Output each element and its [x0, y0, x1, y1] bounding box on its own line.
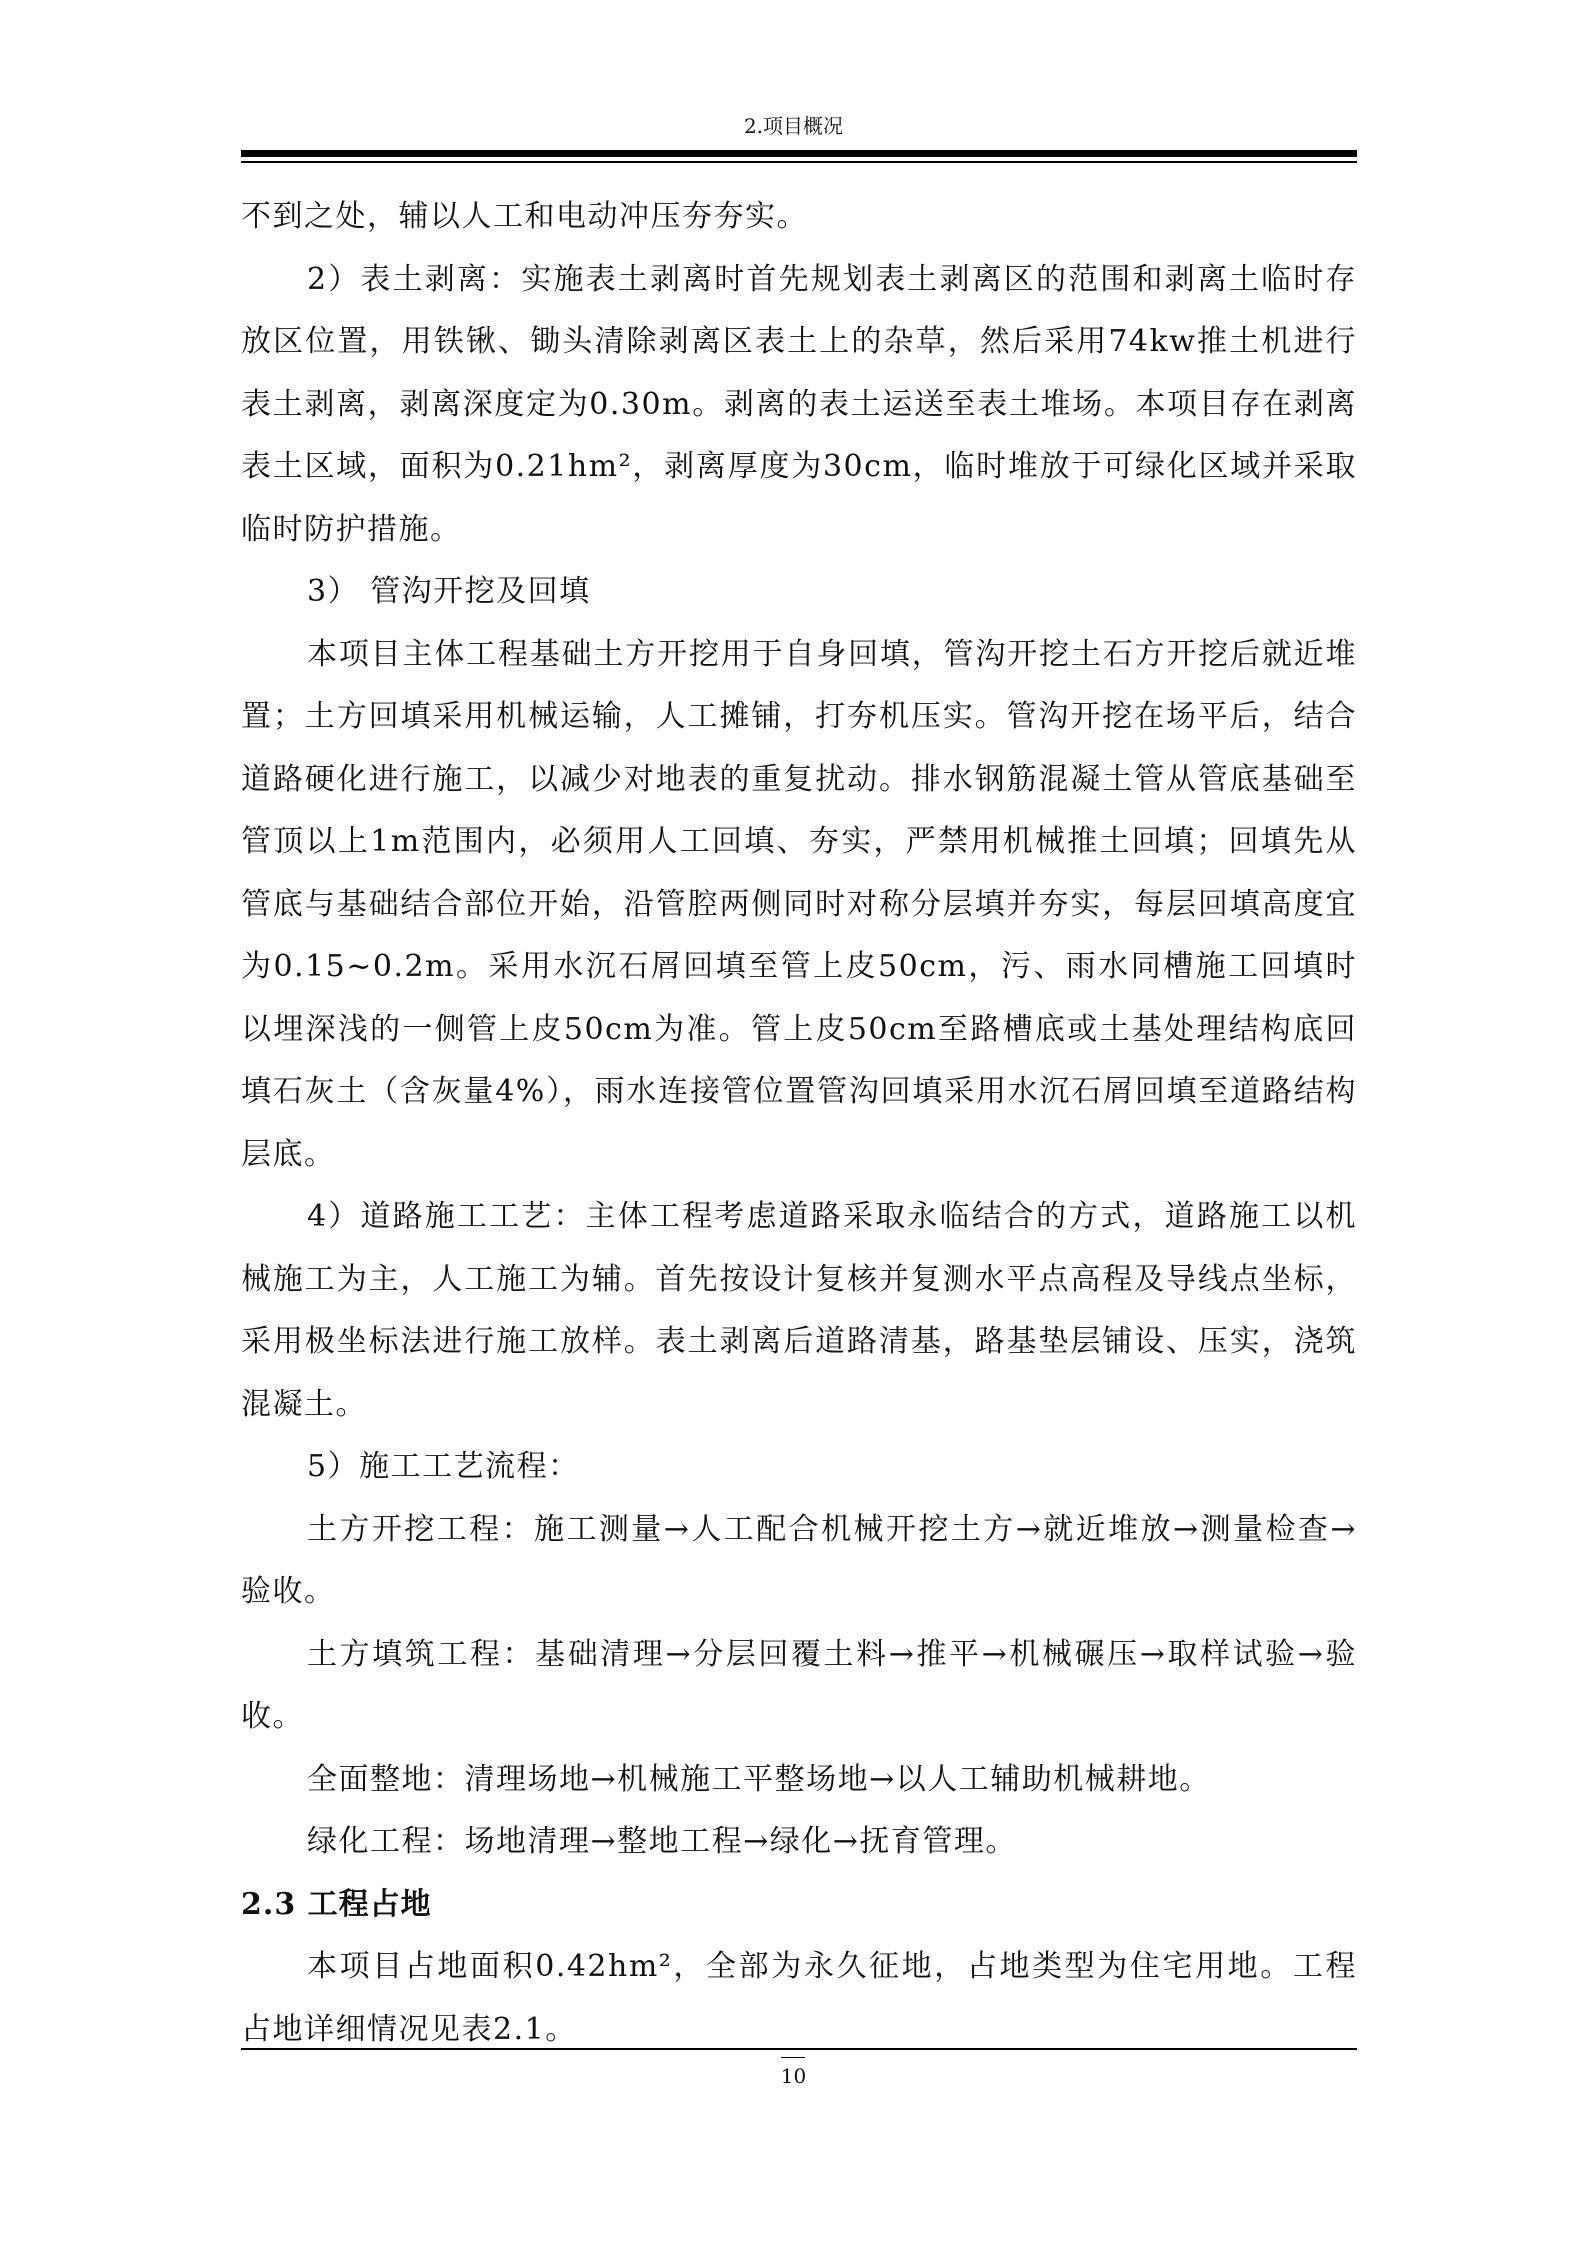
- paragraph-trench-backfill: 本项目主体工程基础土方开挖用于自身回填，管沟开挖土石方开挖后就近堆置；土方回填采用机械运输，人工摊铺，打夯机压实。管沟开挖在场平后，结合道路硬化进行施工，以减少对地表的重复扰动。排水钢筋混凝土管从管底基础至管顶以上1m范围内，必须用人工回填、夯实，严禁用机械推土回填；回填先从管底与基础结合部位开始，沿管腔两侧同时对称分层填并夯实，每层回填高度宜为0.15~0.2m。采用水沉石屑回填至管上皮50cm，污、雨水同槽施工回填时以埋深浅的一侧管上皮50cm为准。管上皮50cm至路槽底或土基处理结构底回填石灰土（含灰量4%），雨水连接管位置管沟回填采用水沉石屑回填至道路结构层底。: [241, 636, 1357, 1172]
- paragraph-earth-excavation-flow: 土方开挖工程：施工测量→人工配合机械开挖土方→就近堆放→测量检查→验收。: [241, 1511, 1357, 1609]
- page-number: 10: [780, 2064, 807, 2088]
- paragraph-trench-heading: 3） 管沟开挖及回填: [307, 574, 591, 609]
- footer-rule: [241, 2048, 1357, 2050]
- running-header-title: 2.项目概况: [743, 114, 844, 138]
- page-number-dash: [781, 2057, 805, 2058]
- header-rule-thin: [241, 161, 1357, 163]
- page-body: [241, 186, 1357, 2061]
- paragraph-land-leveling-flow: 全面整地：清理场地→机械施工平整场地→以人工辅助机械耕地。: [307, 1761, 1211, 1797]
- header-rule-thick: [241, 150, 1357, 157]
- paragraph-process-flow-heading: 5）施工工艺流程：: [307, 1449, 580, 1484]
- paragraph-land-occupation: 本项目占地面积0.42hm²，全部为永久征地，占地类型为住宅用地。工程占地详细情况见表2.1。: [241, 1949, 1357, 2047]
- paragraph-topsoil-stripping: 2）表土剥离：实施表土剥离时首先规划表土剥离区的范围和剥离土临时存放区位置，用铁锹、锄头清除剥离区表土上的杂草，然后采用74kw推土机进行表土剥离，剥离深度定为0.30m。剥离的表土运送至表土堆场。本项目存在剥离表土区域，面积为0.21hm²，剥离厚度为30cm，临时堆放于可绿化区域并采取临时防护措施。: [241, 261, 1357, 547]
- paragraph-continuation: 不到之处，辅以人工和电动冲压夯夯实。: [241, 199, 808, 234]
- paragraph-greening-flow: 绿化工程：场地清理→整地工程→绿化→抚育管理。: [307, 1824, 1017, 1859]
- paragraph-earth-filling-flow: 土方填筑工程：基础清理→分层回覆土料→推平→机械碾压→取样试验→验收。: [241, 1636, 1357, 1734]
- paragraph-road-construction: 4）道路施工工艺：主体工程考虑道路采取永临结合的方式，道路施工以机械施工为主，人工施工为辅。首先按设计复核并复测水平点高程及导线点坐标，采用极坐标法进行施工放样。表土剥离后道路清基，路基垫层铺设、压实，浇筑混凝土。: [241, 1199, 1357, 1422]
- section-heading: 2.3 工程占地: [241, 1886, 432, 1922]
